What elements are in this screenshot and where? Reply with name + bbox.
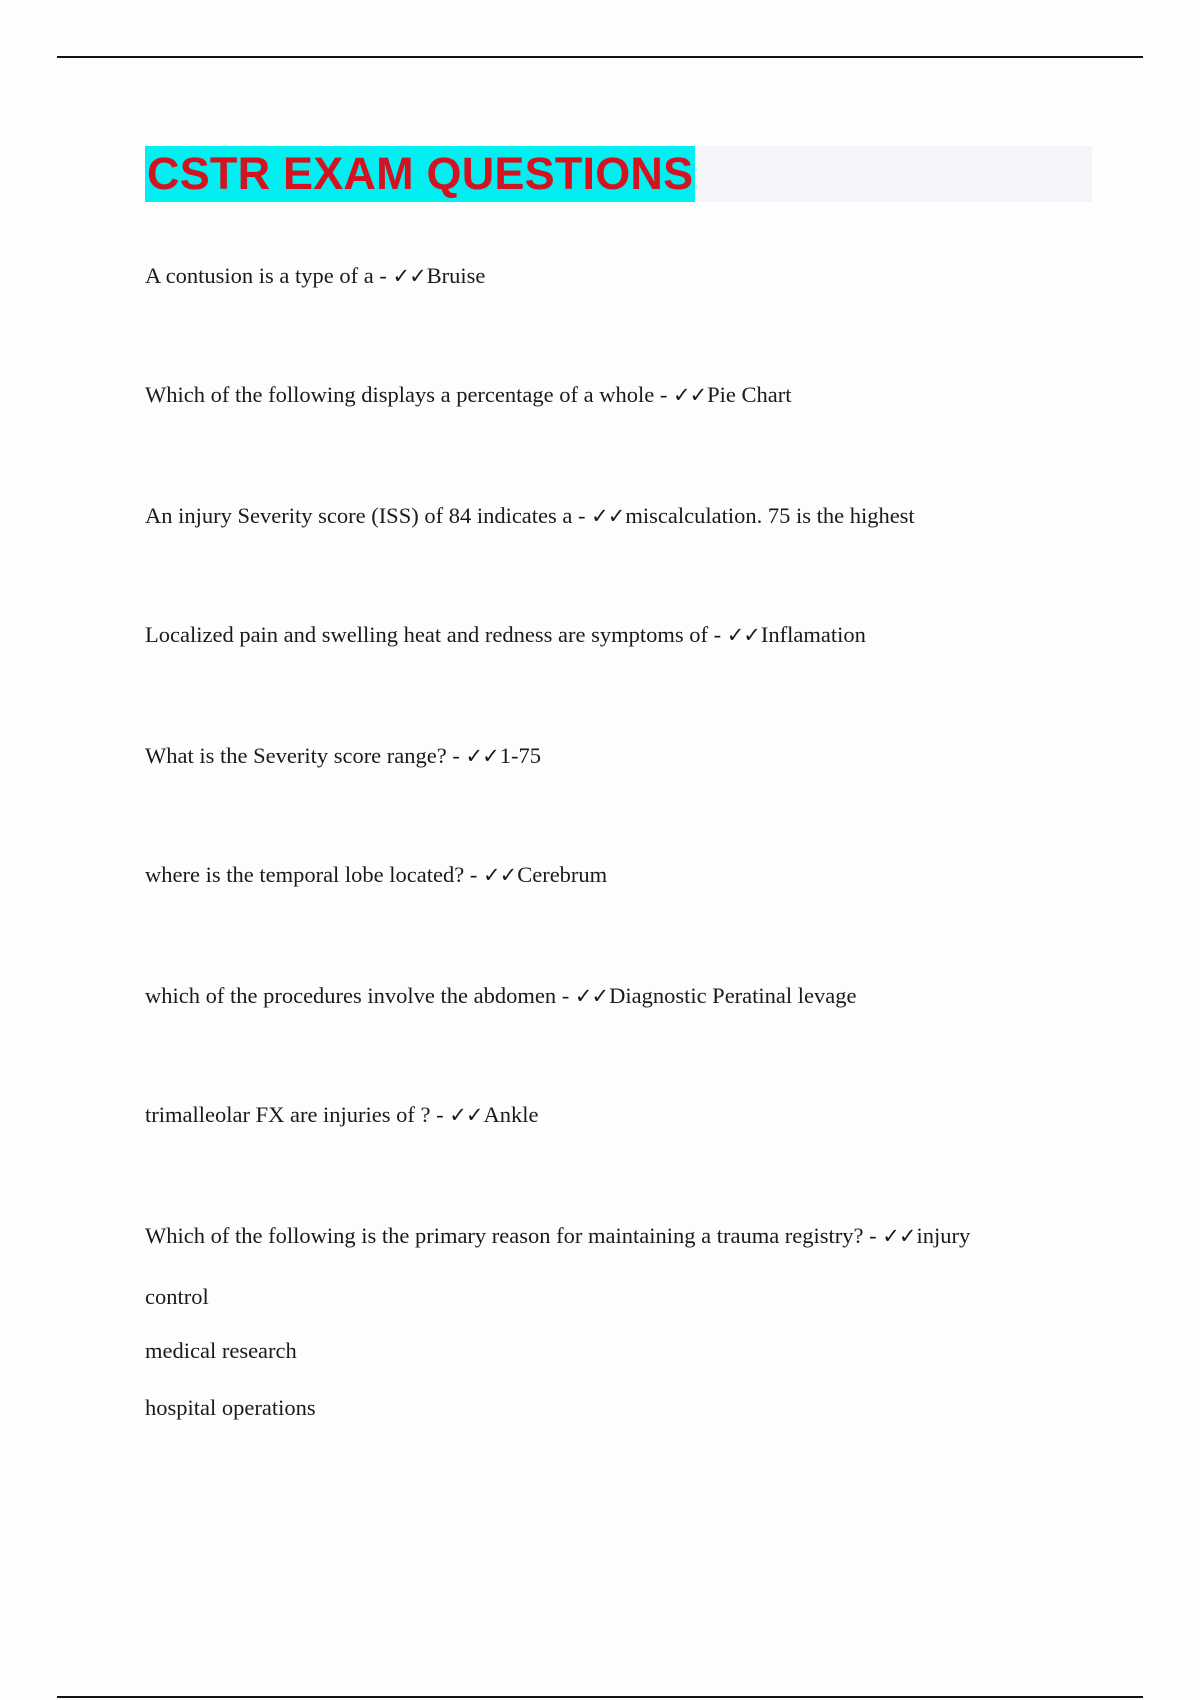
qa-item xyxy=(145,620,866,650)
page-title: CSTR EXAM QUESTIONS xyxy=(147,148,694,199)
answer-text: miscalculation. 75 is the highest xyxy=(625,503,915,528)
answer-text: Cerebrum xyxy=(517,862,608,887)
answer-text: injury xyxy=(916,1223,971,1248)
answer-text: Ankle xyxy=(483,1102,539,1127)
double-check-icon: ✓✓ xyxy=(591,504,625,528)
separator: - xyxy=(430,1102,450,1127)
top-rule xyxy=(57,56,1143,58)
qa-item xyxy=(145,1221,970,1251)
question-text: Which of the following displays a percentage of a whole xyxy=(145,382,655,407)
double-check-icon: ✓✓ xyxy=(392,264,426,288)
answer-text: 1-75 xyxy=(499,743,541,768)
question-text: which of the procedures involve the abdomen xyxy=(145,983,557,1008)
double-check-icon: ✓✓ xyxy=(574,984,609,1008)
question-text: trimalleolar FX are injuries of ? xyxy=(145,1102,431,1127)
question-text: Localized pain and swelling heat and redness are symptoms of xyxy=(145,622,708,647)
separator: - xyxy=(446,743,466,768)
separator: - xyxy=(654,382,673,407)
qa-item xyxy=(145,741,541,771)
double-check-icon: ✓✓ xyxy=(483,863,517,887)
qa-item xyxy=(145,380,792,410)
separator: - xyxy=(863,1223,883,1248)
separator: - xyxy=(572,503,592,528)
qa-item xyxy=(145,860,607,890)
answer-text: Bruise xyxy=(426,263,486,288)
qa-item xyxy=(145,1100,538,1130)
question-text: A contusion is a type of a xyxy=(145,263,374,288)
qa-item xyxy=(145,501,915,531)
answer-text: Inflamation xyxy=(760,622,866,647)
separator: - xyxy=(556,983,575,1008)
question-text: where is the temporal lobe located? xyxy=(145,862,465,887)
double-check-icon: ✓✓ xyxy=(449,1103,483,1127)
question-text: Which of the following is the primary reason for maintaining a trauma registry? xyxy=(145,1223,864,1248)
question-text: An injury Severity score (ISS) of 84 indicates a xyxy=(145,503,573,528)
double-check-icon: ✓✓ xyxy=(672,383,707,407)
bottom-rule xyxy=(57,1696,1143,1698)
question-text: What is the Severity score range? xyxy=(145,743,447,768)
double-check-icon: ✓✓ xyxy=(726,623,760,647)
answer-continuation: hospital operations xyxy=(145,1395,316,1420)
double-check-icon: ✓✓ xyxy=(882,1224,916,1248)
separator: - xyxy=(464,862,483,887)
answer-continuation: control xyxy=(145,1284,209,1309)
separator: - xyxy=(373,263,393,288)
answer-text: Pie Chart xyxy=(707,382,792,407)
separator: - xyxy=(707,622,727,647)
answer-continuation: medical research xyxy=(145,1338,297,1363)
qa-item xyxy=(145,981,857,1011)
double-check-icon: ✓✓ xyxy=(465,744,499,768)
qa-item xyxy=(145,261,485,291)
title-highlight xyxy=(145,146,695,202)
answer-text: Diagnostic Peratinal levage xyxy=(609,983,857,1008)
